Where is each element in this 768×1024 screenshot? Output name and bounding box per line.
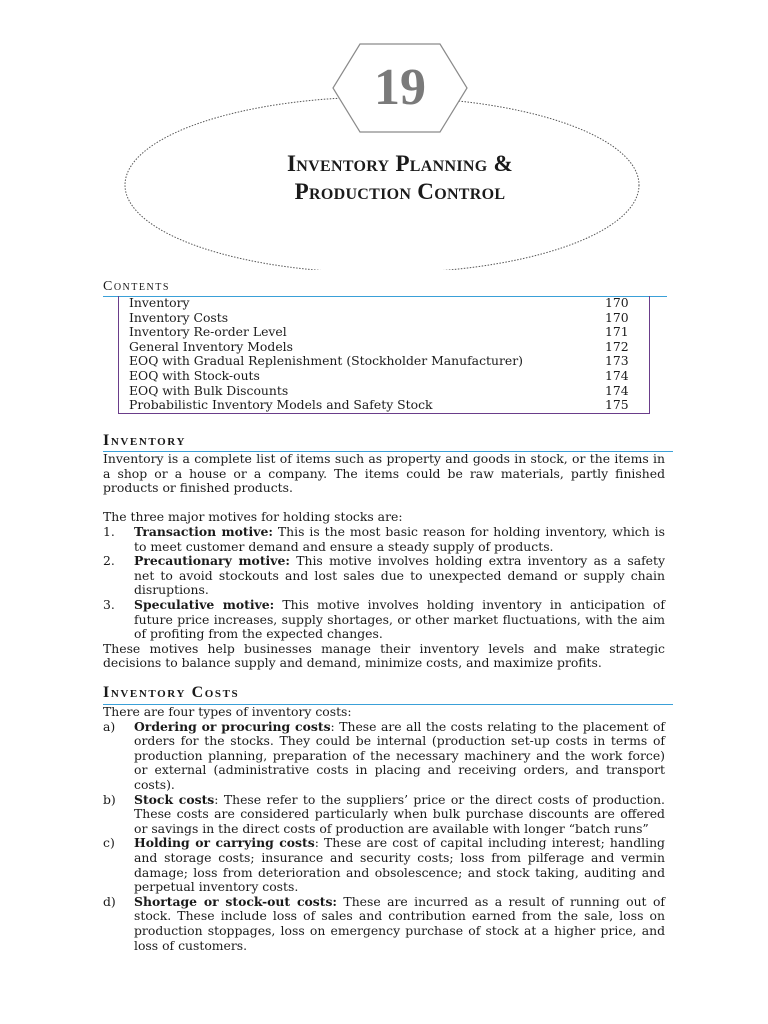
toc-item[interactable] [119,340,649,355]
toc-item-title: Probabilistic Inventory Models and Safety Stock [129,397,433,413]
motives-intro: The three major motives for holding stocks are: [103,509,403,525]
cost-list-item [103,836,665,894]
section-heading-inventory-costs: Inventory Costs [103,684,240,701]
table-of-contents [118,296,650,414]
cost-list-item [103,895,665,953]
contents-label: Contents [103,279,170,294]
cost-list-item [103,793,665,837]
list-marker: a) [103,718,116,734]
cost-text: These are incurred as a result of running out of stock. These include loss of sales and contribution earned from the sale, loss on production stoppages, loss on emergency purchase of stock at a higher price, and loss of customers. [134,893,665,953]
toc-item[interactable] [119,311,649,326]
toc-item-page: 170 [605,309,629,325]
list-marker: c) [103,835,115,851]
motive-term: Transaction motive: [134,523,273,539]
toc-item-page: 171 [605,324,629,340]
cost-term: Shortage or stock-out costs: [134,893,338,909]
toc-item[interactable] [119,354,649,369]
section-heading-inventory: Inventory [103,432,186,449]
toc-item[interactable] [119,369,649,384]
motive-text: This is the most basic reason for holding inventory, which is to meet customer demand and ensure a steady supply of products. [134,523,666,554]
toc-item-title: Inventory [129,295,190,310]
toc-item-title: Inventory Re-order Level [129,324,287,340]
list-marker: 3. [103,596,115,612]
inventory-costs-section-body [103,705,665,953]
toc-item-title: Inventory Costs [129,309,229,325]
cost-term: Holding or carrying costs [134,835,315,851]
inventory-section-body [103,452,665,671]
toc-item-title: EOQ with Stock-outs [129,367,260,383]
cost-text: : These are all the costs relating to the placement of orders for the stocks. They could be internal (production set-up costs in terms of production planning, preparation of the necessary machinery and the work force) or external (administrative costs in placing and receiving orders, and transport costs). [134,718,665,792]
motive-list-item [103,598,665,642]
toc-item-page: 174 [605,382,629,398]
toc-item-title: EOQ with Gradual Replenishment (Stockholder Manufacturer) [129,353,523,369]
motive-list-item [103,554,665,598]
toc-item-page: 170 [605,295,629,310]
list-marker: b) [103,791,116,807]
toc-item-title: EOQ with Bulk Discounts [129,382,289,398]
inventory-intro-paragraph: Inventory is a complete list of items such as property and goods in stock, or the items in a shop or a house or a company. The items could be raw materials, partly finished products or finished products. [103,451,665,496]
toc-item-page: 175 [605,397,629,413]
motive-text: This motive involves holding inventory in anticipation of future price increases, supply shortages, or other market fluctuations, with the aim of profiting from the expected changes. [134,596,665,642]
cost-term: Ordering or procuring costs [134,718,331,734]
cost-text: : These refer to the suppliers’ price or the direct costs of production. These costs are considered particularly when bulk purchase discounts are offered or savings in the direct costs of production are available with longer “batch runs” [134,791,665,836]
list-marker: d) [103,893,116,909]
toc-item[interactable] [119,398,649,413]
toc-item-page: 172 [605,338,629,354]
chapter-title [150,150,650,206]
motive-text: This motive involves holding extra inventory as a safety net to avoid stockouts and lost sales due to unexpected demand or supply chain disruptions. [134,553,665,598]
chapter-title-line-1: Inventory Planning & [287,151,513,176]
chapter-title-line-2: Production Control [294,179,506,204]
motive-term: Speculative motive: [134,596,275,612]
motive-list-item [103,525,665,554]
costs-intro: There are four types of inventory costs: [103,704,352,719]
motive-term: Precautionary motive: [134,553,290,569]
chapter-header-art [0,0,768,270]
cost-list-item [103,720,665,793]
list-marker: 1. [103,523,115,539]
toc-item[interactable] [119,384,649,399]
list-marker: 2. [103,553,115,569]
motives-conclusion: These motives help businesses manage their inventory levels and make strategic decisions to balance supply and demand, minimize costs, and maximize profits. [103,640,665,671]
toc-item-page: 174 [605,367,629,383]
toc-item-title: General Inventory Models [129,338,293,354]
toc-item-page: 173 [605,353,629,369]
toc-item[interactable] [119,325,649,340]
cost-text: : These are cost of capital including interest; handling and storage costs; insurance and security costs; loss from pilferage and vermin damage; loss from deterioration and obsolescence; and stock taking, auditing and perpetual inventory costs. [134,835,665,895]
chapter-number: 19 [374,59,426,116]
toc-item[interactable] [119,296,649,311]
cost-term: Stock costs [134,791,215,807]
